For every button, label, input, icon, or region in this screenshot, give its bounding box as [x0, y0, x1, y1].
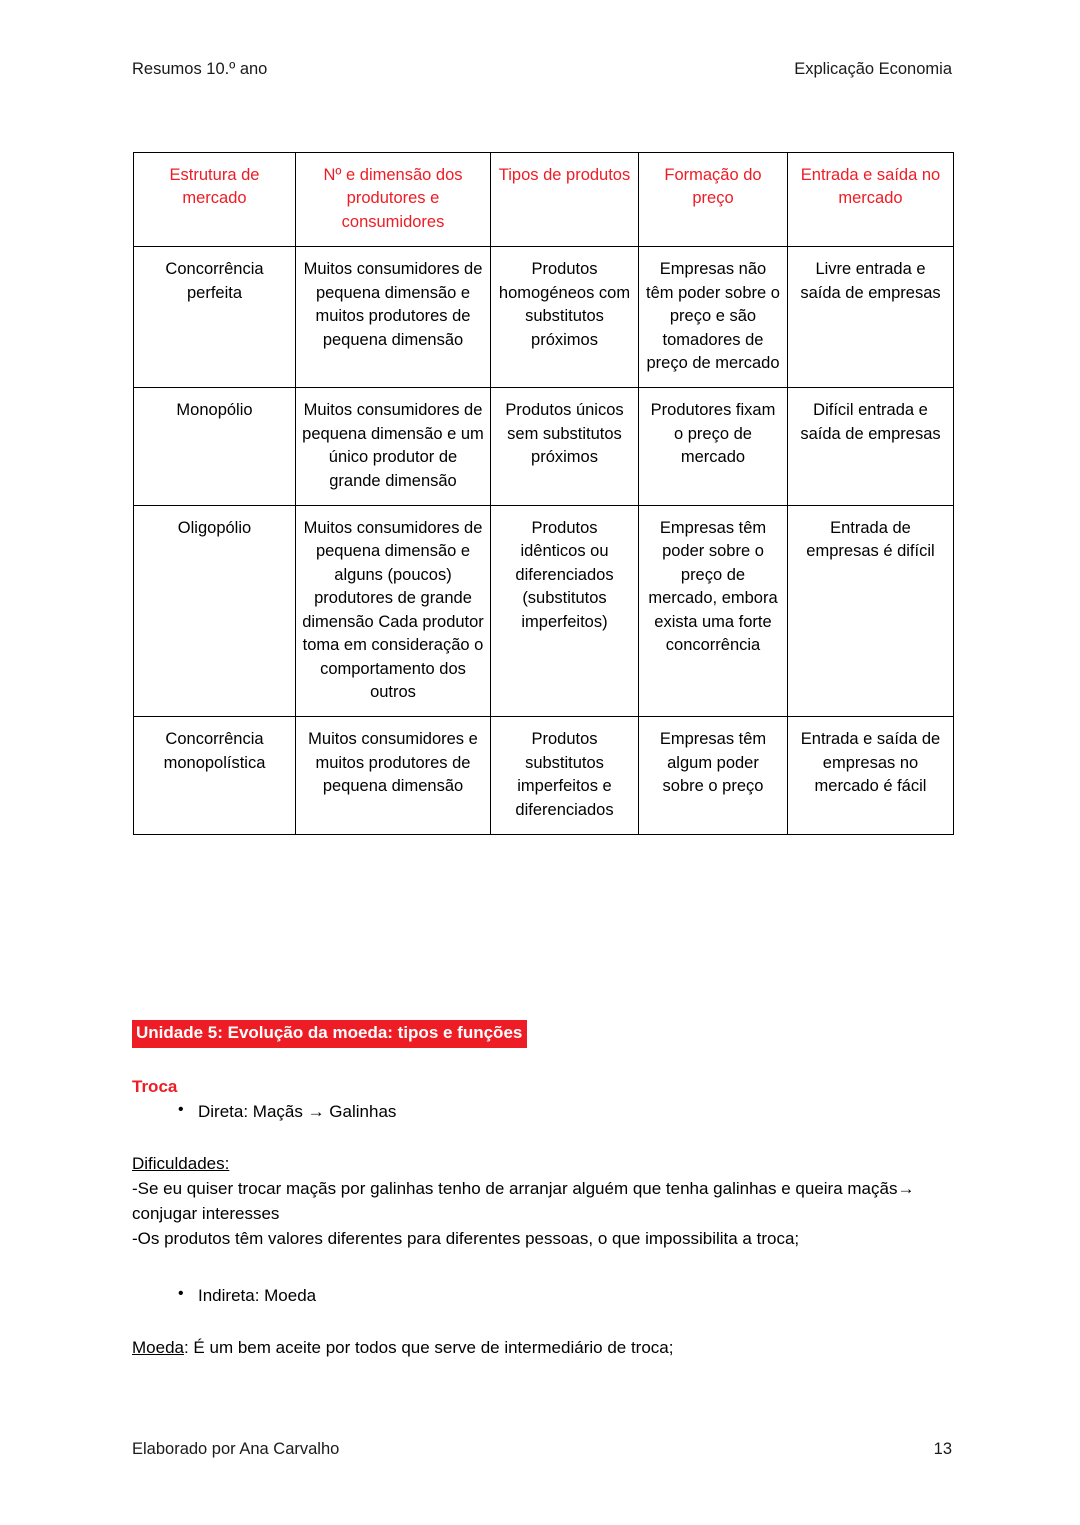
cell-entry: Difícil entrada e saída de empresas [788, 388, 954, 506]
header-left-text: Resumos 10.º ano [132, 60, 268, 78]
table-row [134, 247, 954, 388]
moeda-label: Moeda [132, 1338, 184, 1357]
document-footer [132, 1440, 952, 1459]
footer-author: Elaborado por Ana Carvalho [132, 1440, 340, 1458]
unit-heading-banner: Unidade 5: Evolução da moeda: tipos e funções [132, 1020, 527, 1048]
cell-products: Produtos substitutos imperfeitos e diferenciados [491, 717, 639, 835]
moeda-definition-text: : É um bem aceite por todos que serve de intermediário de troca; [183, 1338, 674, 1357]
troca-section [132, 1075, 960, 1124]
cell-producers: Muitos consumidores e muitos produtores de pequena dimensão [296, 717, 491, 835]
cell-price: Empresas têm algum poder sobre o preço [639, 717, 788, 835]
cell-structure: Concorrência perfeita [134, 247, 296, 388]
indireta-bullet-list [132, 1283, 960, 1309]
cell-price: Empresas têm poder sobre o preço de mercado, embora exista uma forte concorrência [639, 506, 788, 717]
indireta-section [132, 1283, 960, 1309]
cell-entry: Livre entrada e saída de empresas [788, 247, 954, 388]
cell-producers: Muitos consumidores de pequena dimensão e alguns (poucos) produtores de grande dimensão Cada produtor toma em consideração o comportamento dos outros [296, 506, 491, 717]
footer-page-number: 13 [933, 1440, 952, 1458]
cell-structure: Oligopólio [134, 506, 296, 717]
cell-products: Produtos idênticos ou diferenciados (substitutos imperfeitos) [491, 506, 639, 717]
list-item: • Direta: Maçãs → Galinhas [132, 1099, 960, 1125]
dificuldades-line-1: -Se eu quiser trocar maçãs por galinhas tenho de arranjar alguém que tenha galinhas e queira maçãs→ conjugar interesses [132, 1178, 915, 1223]
cell-products: Produtos únicos sem substitutos próximos [491, 388, 639, 506]
troca-bullet-list [132, 1099, 960, 1125]
cell-price: Produtores fixam o preço de mercado [639, 388, 788, 506]
cell-structure: Concorrência monopolística [134, 717, 296, 835]
cell-price: Empresas não têm poder sobre o preço e são tomadores de preço de mercado [639, 247, 788, 388]
column-header-entry: Entrada e saída no mercado [788, 153, 954, 247]
column-header-producers: Nº e dimensão dos produtores e consumidores [296, 153, 491, 247]
market-structures-table [133, 152, 954, 835]
table-header-row [134, 153, 954, 247]
moeda-definition [132, 1336, 960, 1361]
table-row [134, 506, 954, 717]
table-row [134, 717, 954, 835]
cell-structure: Monopólio [134, 388, 296, 506]
header-right-text: Explicação Economia [794, 60, 952, 78]
table-row [134, 388, 954, 506]
column-header-price: Formação do preço [639, 153, 788, 247]
cell-products: Produtos homogéneos com substitutos próximos [491, 247, 639, 388]
cell-producers: Muitos consumidores de pequena dimensão e muitos produtores de pequena dimensão [296, 247, 491, 388]
cell-producers: Muitos consumidores de pequena dimensão e um único produtor de grande dimensão [296, 388, 491, 506]
list-item: • Indireta: Moeda [132, 1283, 960, 1309]
dificuldades-label: Dificuldades: [132, 1154, 230, 1173]
troca-heading: Troca [132, 1077, 178, 1096]
dificuldades-line-2: -Os produtos têm valores diferentes para diferentes pessoas, o que impossibilita a troca; [132, 1228, 800, 1248]
cell-entry: Entrada de empresas é difícil [788, 506, 954, 717]
column-header-products: Tipos de produtos [491, 153, 639, 247]
document-header [132, 60, 952, 80]
column-header-structure: Estrutura de mercado [134, 153, 296, 247]
cell-entry: Entrada e saída de empresas no mercado é fácil [788, 717, 954, 835]
dificuldades-section [132, 1152, 960, 1252]
